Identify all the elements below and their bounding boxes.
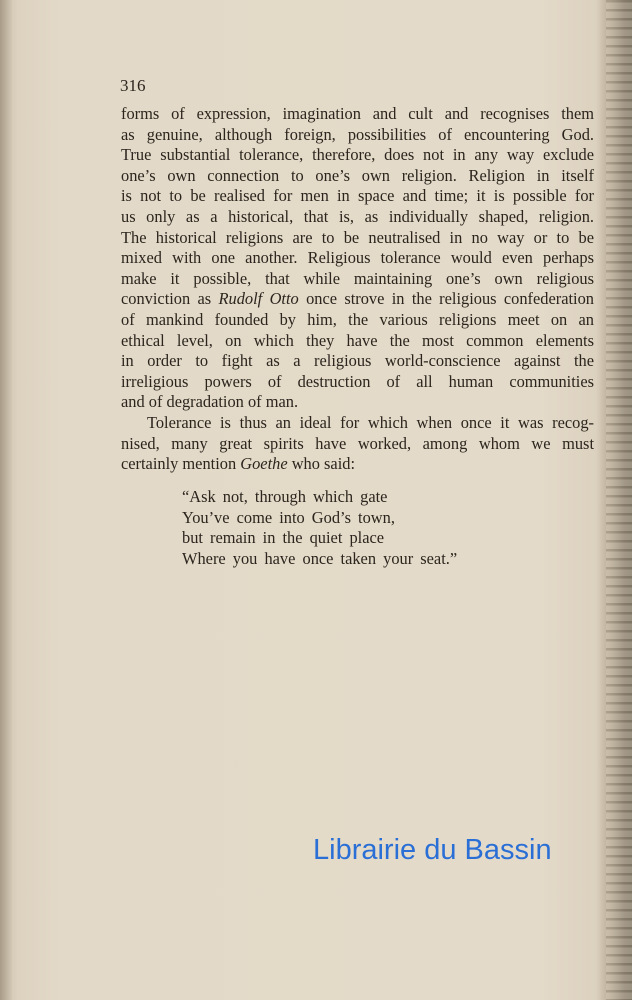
text-fragment: who said: bbox=[291, 454, 356, 474]
text-line: is not to be realised for men in space and time; it is possible for bbox=[121, 186, 594, 206]
watermark-text: Librairie du Bassin bbox=[313, 834, 552, 866]
body-text bbox=[121, 104, 594, 475]
text-line: Tolerance is thus an ideal for which when once it was recog- bbox=[147, 412, 594, 432]
text-line: ethical level, on which they have the most common elements bbox=[121, 330, 594, 350]
poem-quote bbox=[182, 487, 457, 569]
page-edge-stack bbox=[606, 0, 632, 1000]
text-line: forms of expression, imagination and cult and recognises them bbox=[121, 104, 594, 123]
text-fragment: once strove in the religious confederation bbox=[306, 289, 594, 309]
poem-line: You’ve come into God’s town, bbox=[182, 507, 395, 527]
text-line: in order to fight as a religious world-conscience against the bbox=[121, 351, 594, 371]
book-gutter bbox=[0, 0, 12, 1000]
text-line bbox=[121, 454, 594, 475]
text-line: True substantial tolerance, therefore, does not in any way exclude bbox=[121, 145, 594, 165]
poem-line: “Ask not, through which gate bbox=[182, 487, 388, 506]
text-line bbox=[121, 289, 594, 310]
text-line: The historical religions are to be neutralised in no way or to be bbox=[121, 227, 594, 247]
text-line: nised, many great spirits have worked, among whom we must bbox=[121, 433, 594, 453]
poem-line: Where you have once taken your seat.” bbox=[182, 548, 458, 568]
text-line: as genuine, although foreign, possibilities of encountering God. bbox=[121, 124, 594, 144]
text-line: mixed with one another. Religious tolerance would even perhaps bbox=[121, 248, 594, 268]
text-line: make it possible, that while maintaining one’s own religious bbox=[121, 268, 594, 288]
text-line: us only as a historical, that is, as individually shaped, religion. bbox=[121, 206, 594, 226]
text-line: and of degradation of man. bbox=[121, 392, 299, 412]
text-line: of mankind founded by him, the various religions meet on an bbox=[121, 309, 594, 329]
person-name-otto: Rudolf Otto bbox=[218, 289, 299, 309]
poem-line: but remain in the quiet place bbox=[182, 528, 385, 548]
text-line: irreligious powers of destruction of all human communities bbox=[121, 371, 594, 391]
text-fragment: conviction as bbox=[121, 289, 212, 309]
text-fragment: certainly mention bbox=[121, 454, 237, 474]
text-line: one’s own connection to one’s own religion. Religion in itself bbox=[121, 165, 594, 185]
page-number: 316 bbox=[120, 76, 146, 95]
person-name-goethe: Goethe bbox=[240, 454, 288, 474]
